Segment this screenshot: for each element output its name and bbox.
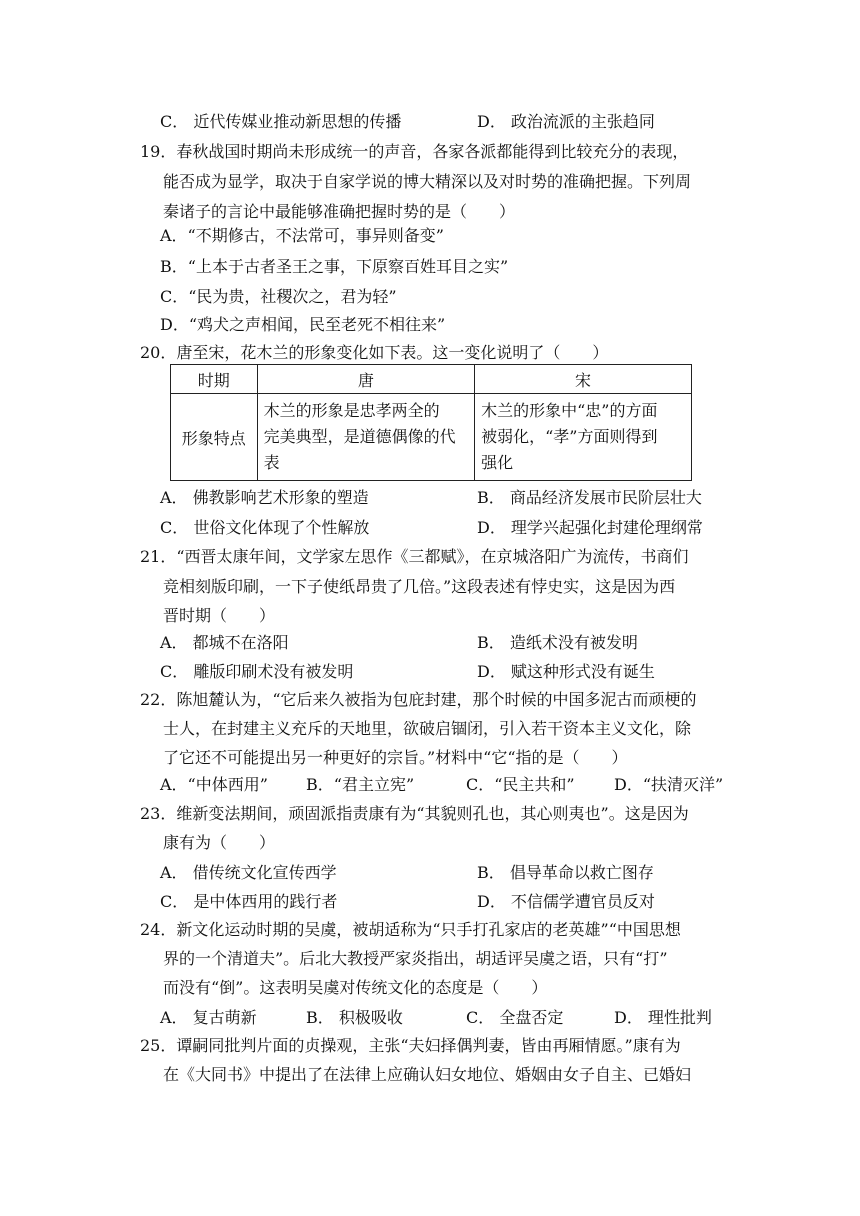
q20-option-a: A． 佛教影响艺术形象的塑造 <box>160 488 369 507</box>
q24-option-a: A． 复古萌新 <box>160 1008 257 1027</box>
q19-option-c: C．“民为贵，社稷次之，君为轻” <box>160 287 397 306</box>
q21-stem-line-3: 晋时期（ ） <box>163 606 276 625</box>
q25-stem-line-2: 在《大同书》中提出了在法律上应确认妇女地位、婚姻由女子自主、已婚妇 <box>163 1065 692 1084</box>
q22-option-a: A．“中体西用” <box>160 775 268 794</box>
q20-cell-song <box>475 394 692 481</box>
q23-option-b: B． 倡导革命以救亡图存 <box>477 863 654 882</box>
q25-stem-line-1: 25．谭嗣同批判片面的贞操观，主张“夫妇择偶判妻，皆由再厢情愿。”康有为 <box>140 1036 681 1055</box>
q20-tang-line-3: 表 <box>263 453 280 472</box>
q22-option-b: B．“君主立宪” <box>306 775 415 794</box>
q20-option-c: C． 世俗文化体现了个性解放 <box>160 518 370 537</box>
q24-option-c: C． 全盘否定 <box>466 1008 564 1027</box>
q24-option-d: D． 理性批判 <box>614 1008 712 1027</box>
q23-stem-line-1: 23．维新变法期间，顽固派指责康有为“其貌则孔也，其心则夷也”。这是因为 <box>140 804 689 823</box>
q20-header-song: 宋 <box>475 365 692 394</box>
q20-row-label: 形象特点 <box>171 394 258 481</box>
q21-stem-line-1: 21．“西晋太康年间，文学家左思作《三都赋》，在京城洛阳广为流传，书商们 <box>140 547 689 566</box>
q23-option-c: C． 是中体西用的践行者 <box>160 892 338 911</box>
q22-stem-line-3: 了它还不可能提出另一种更好的宗旨。”材料中“它“指的是（ ） <box>163 748 628 767</box>
q19-stem-line-2: 能否成为显学，取决于自家学说的博大精深以及对时势的准确把握。下列周 <box>163 172 692 191</box>
q21-option-d: D． 赋这种形式没有诞生 <box>477 662 655 681</box>
q24-stem-line-3: 而没有“倒”。这表明吴虞对传统文化的态度是（ ） <box>163 978 548 997</box>
q21-option-a: A． 都城不在洛阳 <box>160 633 289 652</box>
q24-stem-line-1: 24．新文化运动时期的吴虞，被胡适称为“只手打孔家店的老英雄”“中国思想 <box>140 920 681 939</box>
q19-option-d: D．“鸡犬之声相闻，民至老死不相往来” <box>160 315 446 334</box>
q19-stem-line-1: 19．春秋战国时期尚未形成统一的声音，各家各派都能得到比较充分的表现， <box>140 142 689 161</box>
q23-option-d: D． 不信儒学遭官员反对 <box>477 892 655 911</box>
q19-option-a: A．“不期修古，不法常可，事异则备变” <box>160 226 444 245</box>
q20-table <box>170 364 692 481</box>
q18-option-d: D． 政治流派的主张趋同 <box>477 112 655 131</box>
q20-option-b: B． 商品经济发展市民阶层壮大 <box>477 488 702 507</box>
q19-option-b: B．“上本于古者圣王之事，下原察百姓耳目之实” <box>160 257 509 276</box>
q24-option-b: B． 积极吸收 <box>306 1008 403 1027</box>
q20-table-row <box>171 394 692 481</box>
q20-song-line-2: 被弱化，“孝”方面则得到 <box>481 427 658 446</box>
q20-table-header-row <box>171 365 692 394</box>
q20-song-line-1: 木兰的形象中“忠”的方面 <box>481 401 658 420</box>
q20-stem: 20．唐至宋，花木兰的形象变化如下表。这一变化说明了（ ） <box>140 343 609 362</box>
q20-tang-line-2: 完美典型，是道德偶像的代 <box>263 427 456 446</box>
q20-cell-tang <box>257 394 474 481</box>
q20-header-period: 时期 <box>171 365 258 394</box>
q23-option-a: A． 借传统文化宣传西学 <box>160 863 337 882</box>
q21-option-c: C． 雕版印刷术没有被发明 <box>160 662 354 681</box>
q20-option-d: D． 理学兴起强化封建伦理纲常 <box>477 518 703 537</box>
q22-option-c: C．“民主共和” <box>466 775 575 794</box>
q22-stem-line-2: 士人，在封建主义充斥的天地里，欲破启锢闭，引入若干资本主义文化，除 <box>163 719 692 738</box>
q20-song-line-3: 强化 <box>481 453 514 472</box>
q21-option-b: B． 造纸术没有被发明 <box>477 633 638 652</box>
q19-stem-line-3: 秦诸子的言论中最能够准确把握时势的是（ ） <box>163 202 516 221</box>
q18-option-c: C． 近代传媒业推动新思想的传播 <box>160 112 402 131</box>
q20-header-tang: 唐 <box>257 365 474 394</box>
q22-option-d: D．“扶清灭洋” <box>614 775 724 794</box>
q24-stem-line-2: 界的一个清道夫”。后北大教授严家炎指出，胡适评吴虞之语，只有“打” <box>163 949 668 968</box>
q20-tang-line-1: 木兰的形象是忠孝两全的 <box>263 401 440 420</box>
q23-stem-line-2: 康有为（ ） <box>163 833 276 852</box>
q21-stem-line-2: 竞相刻版印刷，一下子使纸昂贵了几倍。”这段表述有悖史实，这是因为西 <box>163 577 676 596</box>
q22-stem-line-1: 22．陈旭麓认为，“它后来久被指为包庇封建，那个时候的中国多泥古而顽梗的 <box>140 690 697 709</box>
